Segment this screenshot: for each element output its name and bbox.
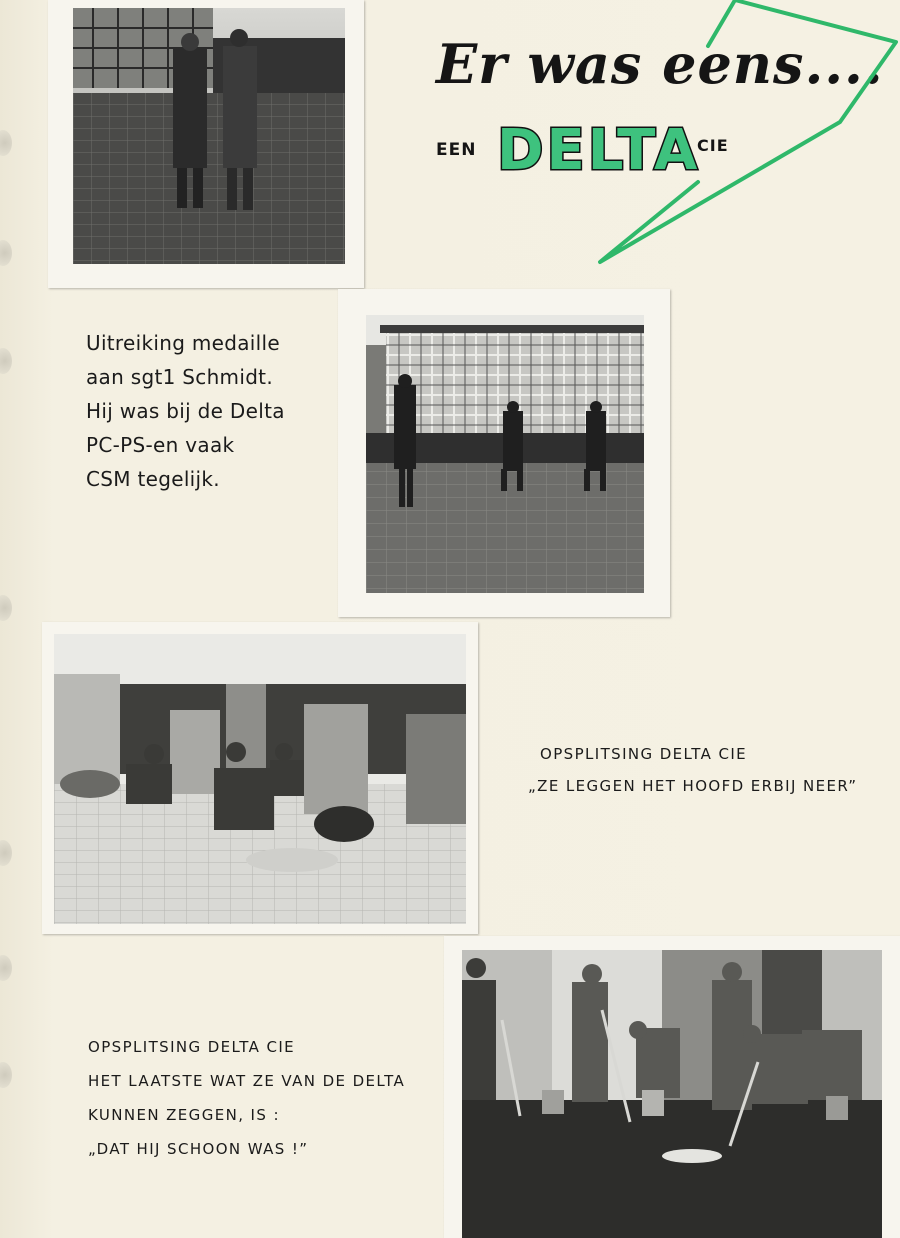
binder-hole xyxy=(0,240,12,266)
title-prefix: EEN xyxy=(436,140,477,160)
photo-two-soldiers xyxy=(48,0,364,288)
binder-hole xyxy=(0,130,12,156)
photo-soldiers-resting xyxy=(42,622,478,934)
caption-split-quote: „ZE LEGGEN HET HOOFD ERBIJ NEER” xyxy=(528,777,858,795)
binder-hole xyxy=(0,840,12,866)
photo-parade-ground xyxy=(338,289,670,617)
page-title: Er was eens.... xyxy=(436,32,884,96)
binder-hole xyxy=(0,595,12,621)
title-suffix: CIE xyxy=(697,136,729,155)
caption-split-title: OPSPLITSING DELTA CIE xyxy=(540,745,748,763)
parade-ground-photo-icon xyxy=(366,315,644,593)
title-delta: DELTA xyxy=(497,118,701,183)
two-soldiers-photo-icon xyxy=(73,8,345,264)
binder-hole xyxy=(0,1062,12,1088)
caption-last: OPSPLITSING DELTA CIE HET LAATSTE WAT ZE VAN DE DELTA KUNNEN ZEGGEN, IS : „DAT HIJ SCHOON WAS !” xyxy=(88,1038,406,1158)
binder-hole xyxy=(0,955,12,981)
photo-soldiers-mopping xyxy=(444,936,900,1238)
soldiers-resting-photo-icon xyxy=(54,634,466,924)
caption-medal: Uitreiking medaille aan sgt1 Schmidt. Hij was bij de Delta PC-PS-en vaak CSM tegelijk. xyxy=(86,331,285,491)
soldiers-mopping-photo-icon xyxy=(462,950,882,1238)
binder-hole xyxy=(0,348,12,374)
